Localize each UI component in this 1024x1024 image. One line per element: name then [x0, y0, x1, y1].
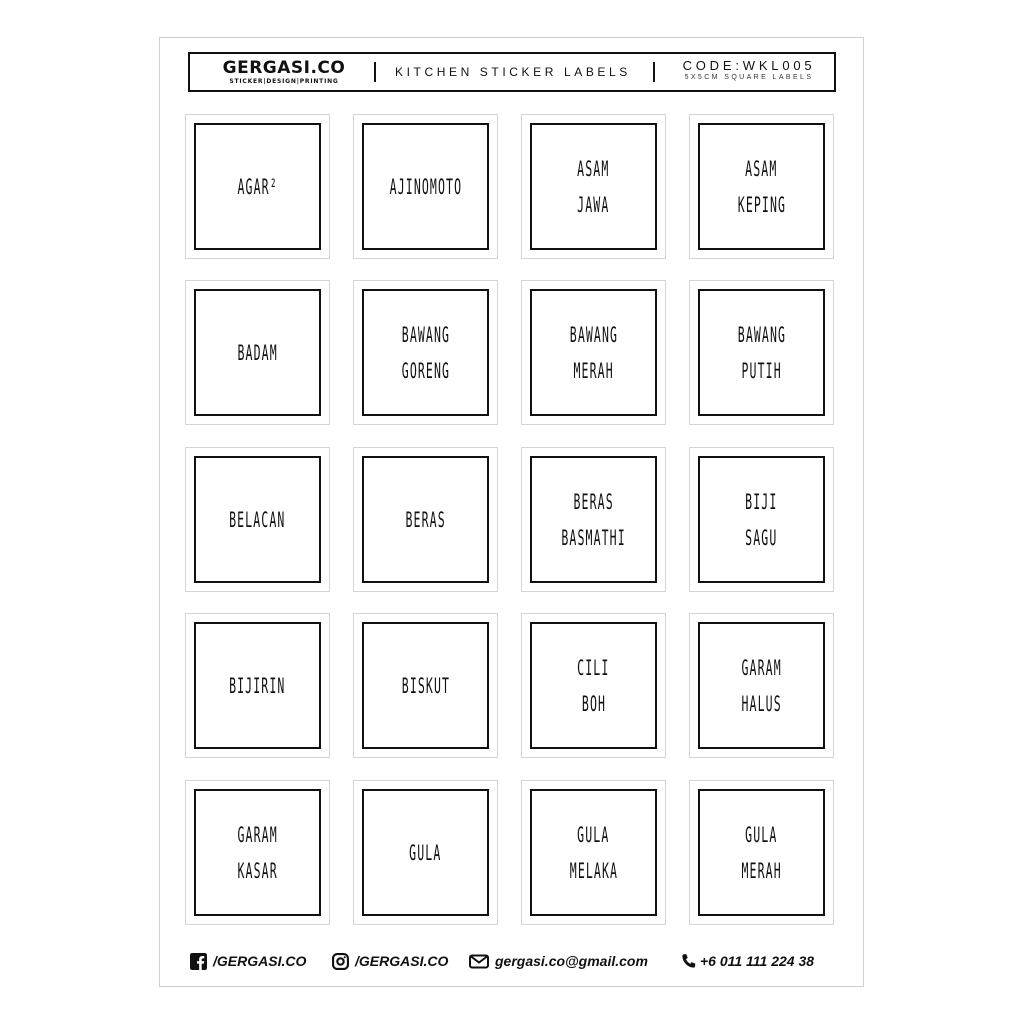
- sticker-label: [353, 114, 498, 259]
- sticker-text: BAWANG: [737, 322, 786, 347]
- facebook-icon: [190, 953, 207, 970]
- phone-icon: [680, 953, 697, 970]
- sticker-label: [353, 613, 498, 758]
- sticker-text: GARAM: [237, 822, 278, 847]
- sticker-text: BADAM: [237, 340, 278, 365]
- sticker-frame: [530, 123, 657, 250]
- sticker-frame: [194, 789, 321, 916]
- sticker-frame: [698, 456, 825, 583]
- product-size-text: 5X5CM SQUARE LABELS: [684, 74, 814, 81]
- sticker-label: [689, 613, 834, 758]
- header-divider: [374, 62, 376, 82]
- sticker-frame: [194, 289, 321, 416]
- sticker-label: [185, 280, 330, 425]
- sticker-text: GULA: [745, 822, 778, 847]
- sticker-label: [689, 280, 834, 425]
- phone-number: +6 011 111 224 38: [700, 953, 815, 969]
- sticker-text: MELAKA: [569, 858, 618, 883]
- sheet-header: [188, 52, 836, 92]
- sticker-frame: [362, 123, 489, 250]
- sticker-frame: [194, 123, 321, 250]
- sticker-text: BAWANG: [401, 322, 450, 347]
- sticker-text: HALUS: [741, 691, 782, 716]
- sticker-text: BASMATHI: [561, 525, 626, 550]
- brand-tagline: STICKER|DESIGN|PRINTING: [229, 78, 339, 85]
- brand-logo: [214, 59, 354, 86]
- sticker-frame: [194, 456, 321, 583]
- sticker-text: AJINOMOTO: [389, 174, 462, 199]
- sticker-text: GORENG: [401, 358, 450, 383]
- sticker-label: [689, 780, 834, 925]
- sticker-text: CILI: [577, 655, 610, 680]
- sticker-label: [521, 447, 666, 592]
- sticker-text: BIJI: [745, 489, 778, 514]
- sticker-frame: [194, 622, 321, 749]
- contact-footer: [190, 950, 840, 972]
- footer-phone[interactable]: [680, 950, 814, 972]
- sticker-text: BELACAN: [229, 507, 286, 532]
- sticker-text: GULA: [577, 822, 610, 847]
- email-address: gergasi.co@gmail.com: [495, 953, 648, 969]
- sticker-label: [353, 780, 498, 925]
- sticker-frame: [362, 789, 489, 916]
- sticker-text: GULA: [409, 840, 442, 865]
- sticker-frame: [530, 622, 657, 749]
- sticker-frame: [698, 123, 825, 250]
- sticker-text: PUTIH: [741, 358, 782, 383]
- instagram-handle: /GERGASI.CO: [355, 953, 449, 969]
- sticker-text: SAGU: [745, 525, 778, 550]
- sticker-text: KASAR: [237, 858, 278, 883]
- sticker-label: [521, 780, 666, 925]
- sticker-label: [689, 447, 834, 592]
- product-code: [674, 58, 824, 82]
- sticker-text: JAWA: [577, 192, 610, 217]
- sticker-text: BIJIRIN: [229, 673, 286, 698]
- sticker-label: [521, 114, 666, 259]
- sticker-text: BISKUT: [401, 673, 450, 698]
- sticker-label: [521, 613, 666, 758]
- sticker-sheet: [159, 37, 864, 987]
- sticker-text: MERAH: [573, 358, 614, 383]
- sticker-frame: [362, 456, 489, 583]
- sticker-frame: [698, 289, 825, 416]
- sticker-text: BERAS: [405, 507, 446, 532]
- sticker-label: [185, 114, 330, 259]
- sticker-label: [353, 280, 498, 425]
- sticker-text: ASAM: [577, 156, 610, 181]
- sticker-label: [521, 280, 666, 425]
- sticker-frame: [362, 622, 489, 749]
- header-divider: [653, 62, 655, 82]
- footer-email[interactable]: [469, 950, 648, 972]
- sticker-label: [185, 613, 330, 758]
- sticker-frame: [698, 622, 825, 749]
- sticker-frame: [530, 456, 657, 583]
- sticker-label: [353, 447, 498, 592]
- sticker-text: GARAM: [741, 655, 782, 680]
- product-code-text: CODE:WKL005: [682, 58, 816, 73]
- sticker-text: AGAR²: [237, 174, 278, 199]
- sticker-text: BERAS: [573, 489, 614, 514]
- sticker-label: [185, 780, 330, 925]
- sticker-label: [185, 447, 330, 592]
- email-icon: [469, 953, 489, 970]
- footer-facebook[interactable]: [190, 950, 306, 972]
- sticker-text: KEPING: [737, 192, 786, 217]
- sticker-frame: [530, 289, 657, 416]
- footer-instagram[interactable]: [332, 950, 448, 972]
- sticker-text: BAWANG: [569, 322, 618, 347]
- sticker-label: [689, 114, 834, 259]
- brand-name: GERGASI.CO: [222, 58, 346, 78]
- sticker-text: BOH: [581, 691, 606, 716]
- instagram-icon: [332, 953, 349, 970]
- sheet-title: KITCHEN STICKER LABELS: [395, 65, 631, 79]
- facebook-handle: /GERGASI.CO: [213, 953, 307, 969]
- sticker-frame: [530, 789, 657, 916]
- sticker-frame: [362, 289, 489, 416]
- sticker-frame: [698, 789, 825, 916]
- sticker-text: MERAH: [741, 858, 782, 883]
- sticker-text: ASAM: [745, 156, 778, 181]
